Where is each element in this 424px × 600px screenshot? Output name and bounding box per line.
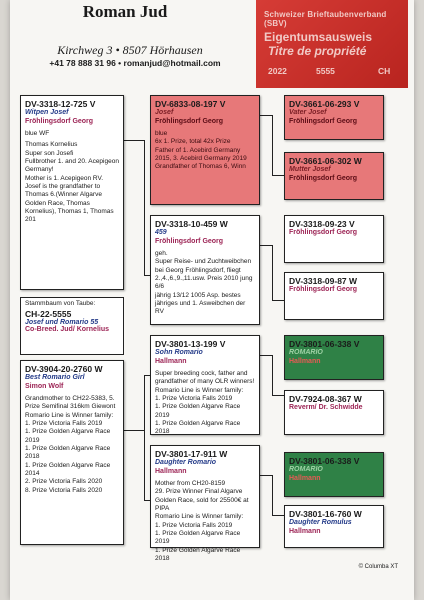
- connector: [272, 300, 284, 301]
- ring-number: DV-3801-17-911 W: [155, 449, 228, 459]
- subject-breeder: Co-Breed. Jud/ Kornelius: [25, 326, 110, 333]
- breeder-name: Hallmann: [289, 528, 321, 536]
- pedigree-title: Stammbaum von Taube:: [25, 300, 96, 307]
- ring-number: DV-3801-16-760 W: [289, 509, 362, 519]
- pedigree-box-sds: [284, 215, 384, 263]
- subject-names: Josef und Romario 55: [25, 319, 99, 326]
- pigeon-description: Mother from CH20-8159 29. Prize Winner Final Algarve Golden Race, sold for 25500€ at PIPA Romario Line is Winner family: 1. Prize Victoria Falls 2019 1. Prize Golden Algarve Race 2019 1. Prize Golden Algarve Race 2018: [155, 480, 249, 562]
- card-number: 5555: [316, 66, 335, 76]
- ring-number: DV-3318-09-87 W: [289, 276, 358, 286]
- owner-name: Roman Jud: [82, 2, 168, 21]
- breeder-name: Fröhlingsdorf Georg: [25, 118, 94, 126]
- ring-number: DV-3801-06-338 V: [289, 339, 360, 349]
- connector: [272, 395, 284, 396]
- pigeon-name: Vater Josef: [289, 109, 327, 117]
- pigeon-name: Sohn Romario: [155, 349, 203, 357]
- card-federation: Schweizer Brieftaubenverband (SBV): [264, 10, 387, 28]
- ring-number: DV-3318-12-725 V: [25, 99, 96, 109]
- connector: [272, 115, 273, 175]
- ring-number: DV-3801-06-338 V: [289, 456, 360, 466]
- color-note: blue WF: [25, 130, 50, 138]
- ring-number: DV-3661-06-293 V: [289, 99, 360, 109]
- breeder-name: Hallmann: [289, 358, 321, 366]
- connector: [124, 140, 144, 141]
- pedigree-box-dam-sire: [150, 335, 260, 435]
- owner-contact: +41 78 888 31 96 • romanjud@hotmail.com: [49, 58, 221, 68]
- owner-address: Kirchweg 3 • 8507 Hörhausen: [57, 43, 203, 57]
- connector: [144, 375, 145, 500]
- pedigree-box-dds: [284, 452, 384, 497]
- connector: [272, 245, 273, 300]
- ring-number: DV-3801-13-199 V: [155, 339, 226, 349]
- pigeon-name: ROMARIO: [289, 349, 323, 357]
- breeder-name: Fröhlingsdorf Georg: [289, 118, 358, 126]
- pedigree-box-dsd: [284, 390, 384, 435]
- pedigree-box-sss: [284, 95, 384, 140]
- ring-number: DV-3318-10-459 W: [155, 219, 228, 229]
- pigeon-name: 459: [155, 229, 167, 237]
- connector: [260, 115, 272, 116]
- pedigree-box-ssd: [284, 152, 384, 200]
- pedigree-box-dam-dam: [150, 445, 260, 562]
- pigeon-name: Best Romario Girl: [25, 374, 85, 382]
- breeder-name: Fröhlingsdorf Georg: [155, 118, 224, 126]
- ownership-card: [256, 0, 408, 88]
- connector: [272, 475, 273, 515]
- ring-number: DV-7924-08-367 W: [289, 394, 362, 404]
- pigeon-description: geh. Super Reise- und Zuchtweibchen bei Georg Fröhlingsdorf, fliegt 2.,4.,6.,9.,11.usw. Preis 2010 jung 6/6 jährig 13/12 1005 Asp. bestes jähriges und 1. Asweibchen der RV: [155, 250, 253, 316]
- pigeon-name: Josef: [155, 109, 174, 117]
- pigeon-description: Super breeding cock, father and grandfather of many OLR winners! Romario Line is Winner family: 1. Prize Victoria Falls 2019 1. Prize Golden Algarve Race 2019 1. Prize Golden Algarve Race 2018: [155, 370, 255, 436]
- ring-number: DV-3904-20-2760 W: [25, 364, 103, 374]
- pigeon-name: Daughter Romulus: [289, 519, 352, 527]
- pedigree-box-sire-sire: [150, 95, 260, 205]
- ring-number: DV-3318-09-23 V: [289, 219, 355, 229]
- subject-ring: CH-22-5555: [25, 309, 72, 319]
- pigeon-name: Witpen Josef: [25, 109, 69, 117]
- connector: [144, 140, 145, 275]
- connector: [124, 430, 144, 431]
- connector: [272, 355, 273, 395]
- pedigree-box-sdd: [284, 272, 384, 320]
- card-country: CH: [378, 66, 391, 76]
- connector: [260, 475, 272, 476]
- copyright-note: © Columba XT: [358, 564, 398, 570]
- breeder-name: Fröhlingsdorf Georg: [155, 238, 224, 246]
- breeder-name: Simon Wolf: [25, 383, 64, 391]
- connector: [272, 175, 284, 176]
- breeder-name: Reverm/ Dr. Schwidde: [289, 404, 363, 412]
- subject-box: [20, 297, 124, 355]
- breeder-name: Hallmann: [155, 358, 187, 366]
- breeder-name: Fröhlingsdorf Georg: [289, 229, 358, 237]
- card-title-de: Eigentumsausweis: [264, 30, 373, 44]
- breeder-name: Hallmann: [155, 468, 187, 476]
- pedigree-box-sire: [20, 95, 124, 290]
- pedigree-box-dss: [284, 335, 384, 380]
- card-title-fr: Titre de propriété: [268, 44, 367, 58]
- pedigree-box-ddd: [284, 505, 384, 548]
- card-year: 2022: [268, 66, 287, 76]
- ring-number: DV-3661-06-302 W: [289, 156, 362, 166]
- breeder-name: Fröhlingsdorf Georg: [289, 286, 358, 294]
- pedigree-sheet: [10, 0, 414, 600]
- pigeon-description: Grandmother to CH22-5383, 5. Prize Semifinal 316km Giewont Romario Line is Winner family: 1. Prize Victoria Falls 2019 1. Prize Golden Algarve Race 2019 1. Prize Golden Algarve Race 2018 1. Prize Golden Algarve Race 2014 2. Prize Victoria Falls 2020 8. Prize Victoria Falls 2020: [25, 395, 116, 494]
- pigeon-description: Thomas Kornelius Super son Josefi Fullbrother 1. and 20. Acepigeon Germany! Mother is 1. Acepigeon RV. Josef is the grandfather to Thomas 6.(Winner Algarve Golden Race, Thomas Kornelius), Thomas 1, Thomas 201: [25, 141, 119, 224]
- ring-number: DV-6833-08-197 V: [155, 99, 226, 109]
- pigeon-name: Daughter Romario: [155, 459, 217, 467]
- pedigree-box-sire-dam: [150, 215, 260, 325]
- connector: [272, 515, 284, 516]
- pigeon-name: Mutter Josef: [289, 166, 331, 174]
- breeder-name: Hallmann: [289, 475, 321, 483]
- pigeon-description: blue 6x 1. Prize, total 42x Prize Father of 1. Acebird Germany 2015, 3. Acebird Germany 2019 Grandfather of Thomas 6, Winn: [155, 130, 247, 171]
- connector: [260, 355, 272, 356]
- pedigree-box-dam: [20, 360, 124, 545]
- pigeon-name: ROMARIO: [289, 466, 323, 474]
- connector: [260, 245, 272, 246]
- breeder-name: Fröhlingsdorf Georg: [289, 175, 358, 183]
